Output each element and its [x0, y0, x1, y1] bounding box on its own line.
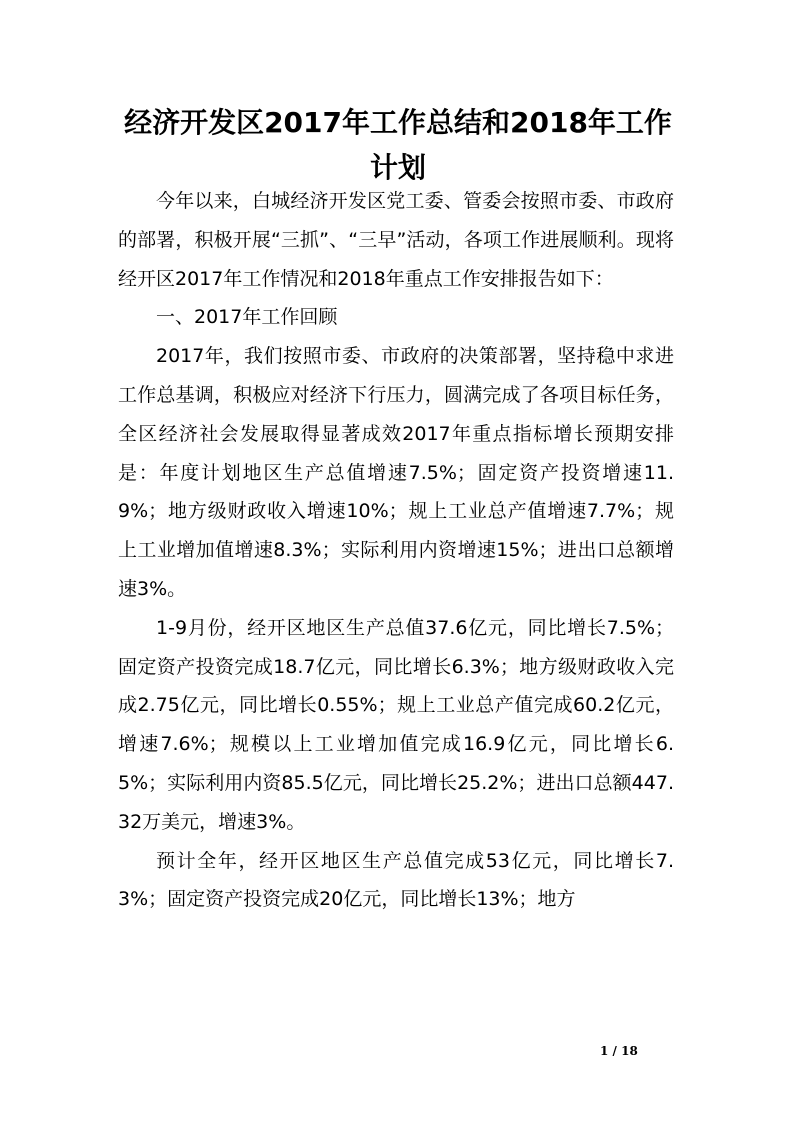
page-number: 1 / 18 — [600, 1044, 638, 1058]
section-heading: 一、2017年工作回顾 — [156, 306, 338, 329]
document-title: 经济开发区2017年工作总结和2018年工作计划 — [124, 106, 672, 184]
document-body — [118, 182, 674, 919]
paragraph-full-year: 预计全年，经开区地区生产总值完成53亿元，同比增长7.3%；固定资产投资完成20亿元，同比增长13%；地方 — [118, 849, 674, 911]
paragraph-jan-sep: 1-9月份，经开区地区生产总值37.6亿元，同比增长7.5%；固定资产投资完成18.7亿元，同比增长6.3%；地方级财政收入完成2.75亿元，同比增长0.55%；规上工业总产值完成60.2亿元，增速7.6%；规模以上工业增加值完成16.9亿元，同比增长6.5%；实际利用内资85.5亿元，同比增长25.2%；进出口总额447.32万美元，增速3%。 — [118, 616, 674, 833]
paragraph-intro: 今年以来，白城经济开发区党工委、管委会按照市委、市政府的部署，积极开展“三抓”、“三早”活动，各项工作进展顺利。现将经开区2017年工作情况和2018年重点工作安排报告如下： — [118, 190, 674, 290]
paragraph-targets: 2017年，我们按照市委、市政府的决策部署，坚持稳中求进工作总基调，积极应对经济下行压力，圆满完成了各项目标任务，全区经济社会发展取得显著成效2017年重点指标增长预期安排是：年度计划地区生产总值增速7.5%；固定资产投资增速11.9%；地方级财政收入增速10%；规上工业总产值增速7.7%；规上工业增加值增速8.3%；实际利用内资增速15%；进出口总额增速3%。 — [118, 345, 674, 600]
